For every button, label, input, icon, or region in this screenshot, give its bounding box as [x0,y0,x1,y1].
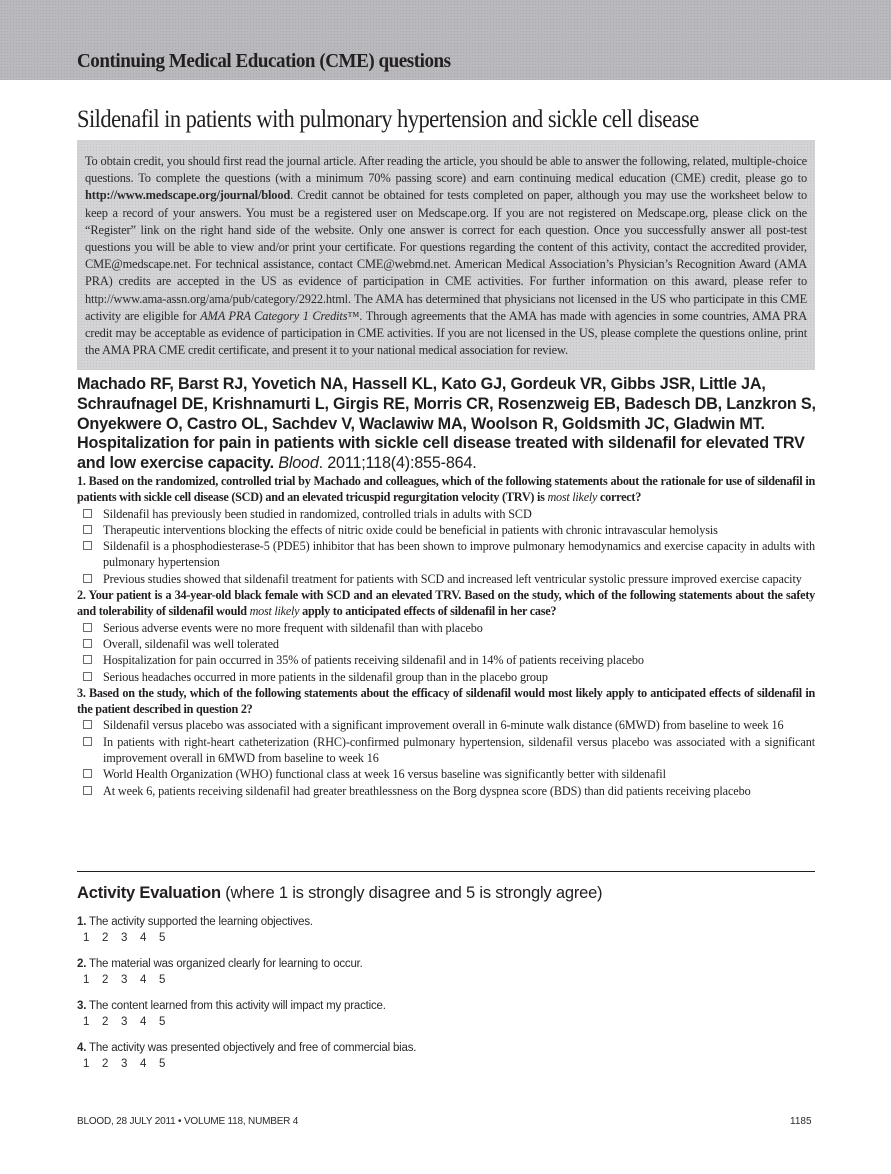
question-stem [77,587,815,620]
question-stem-text: 3. Based on the study, which of the following statements about the efficacy of sildenafil would most likely apply to anticipated effects of sildenafil in the patient described in question 2? [77,685,815,717]
evaluation-statement [77,915,777,930]
rating-option-3[interactable]: 3 [121,932,128,944]
rating-option-2[interactable]: 2 [102,932,109,944]
answer-label: World Health Organization (WHO) functional class at week 16 versus baseline was significantly better with sildenafil [103,767,666,782]
checkbox-icon[interactable] [83,720,92,729]
answer-option[interactable] [82,766,815,782]
checkbox-icon[interactable] [83,639,92,648]
evaluation-text: The content learned from this activity will impact my practice. [86,1000,386,1012]
answer-label: Sildenafil has previously been studied in randomized, controlled trials in adults with SCD [103,506,532,521]
evaluation-subtitle: (where 1 is strongly disagree and 5 is strongly agree) [220,884,603,902]
question-list [77,473,815,799]
checkbox-icon[interactable] [83,574,92,583]
answer-label: Serious adverse events were no more frequent with sildenafil than with placebo [103,620,483,635]
section-title: Continuing Medical Education (CME) questions [77,50,451,72]
question-3 [77,685,815,799]
question-stem [77,473,815,506]
checkbox-icon[interactable] [83,786,92,795]
question-1 [77,473,815,587]
evaluation-item-1 [77,915,777,957]
rating-option-1[interactable]: 1 [83,1058,90,1070]
evaluation-title: Activity Evaluation [77,884,221,902]
instructions-box [77,140,815,370]
rating-option-1[interactable]: 1 [83,1016,90,1028]
header-band [0,0,891,80]
evaluation-item-3 [77,999,777,1041]
article-title: Sildenafil in patients with pulmonary hypertension and sickle cell disease [77,106,699,133]
rating-option-5[interactable]: 5 [159,1058,166,1070]
evaluation-text: The material was organized clearly for learning to occur. [86,958,363,970]
answer-label: Hospitalization for pain occurred in 35% of patients receiving sildenafil and in 14% of patients receiving placebo [103,653,644,668]
evaluation-heading [77,884,602,903]
evaluation-statement [77,1041,777,1056]
answer-option[interactable] [82,717,815,733]
answer-label: At week 6, patients receiving sildenafil had greater breathlessness on the Borg dyspnea score (BDS) than did patients receiving placebo [103,783,751,798]
rating-option-5[interactable]: 5 [159,1016,166,1028]
rating-option-2[interactable]: 2 [102,1058,109,1070]
question-stem-text: 1. Based on the randomized, controlled trial by Machado and colleagues, which of the following statements about the rationale for use of sildenafil in patients with sickle cell disease (SCD) and an elevated tricuspid regurgitation velocity (TRV) is [77,474,815,505]
answer-option[interactable] [82,571,815,587]
rating-option-4[interactable]: 4 [140,974,147,986]
evaluation-text: The activity was presented objectively and free of commercial bias. [86,1042,417,1054]
evaluation-item-4 [77,1041,777,1083]
checkbox-icon[interactable] [83,623,92,632]
rating-option-3[interactable]: 3 [121,974,128,986]
citation-reference: . 2011;118(4):855-864. [318,454,477,473]
checkbox-icon[interactable] [83,655,92,664]
instructions-text [85,153,807,359]
instructions-part-3: . Through agreements that the AMA has made with agencies in some countries, AMA PRA credit may be acceptable as evidence of participation in CME activities. If you are not licensed in the US, please complete the questions online, print the AMA PRA CME credit certificate, and present it to your national medical association for review. [85,308,808,358]
answer-option[interactable] [82,783,815,799]
question-stem [77,685,815,718]
evaluation-statement [77,999,777,1014]
question-2 [77,587,815,685]
evaluation-number: 4. [77,1042,87,1054]
answer-label: Therapeutic interventions blocking the effects of nitric oxide could be beneficial in patients with chronic intravascular hemolysis [103,522,718,537]
instructions-part-2: . Credit cannot be obtained for tests completed on paper, although you may use the worksheet below to keep a record of your answers. You must be a registered user on Medscape.org. If you are not registered on Medscape.org, please click on the “Register” link on the right hand side of the website. Only one answer is correct for each question. Once you successfully answer all post-test questions you will be able to view and/or print your certificate. For questions regarding the content of this activity, contact the accredited provider, CME@medscape.net. For technical assistance, contact CME@webmd.net. American Medical Association’s Physician’s Recognition Award (AMA PRA) credits are accepted in the US as evidence of participation in CME activities. For further information on this award, please refer to http://www.ama-assn.org/ama/pub/category/2922.html. The AMA has determined that physicians not licensed in the US who participate in this CME activity are eligible for [85,188,807,323]
checkbox-icon[interactable] [83,737,92,746]
rating-option-5[interactable]: 5 [159,974,166,986]
answer-option[interactable] [82,506,815,522]
rating-scale [83,930,777,946]
rating-option-2[interactable]: 2 [102,974,109,986]
citation-authors-title: Machado RF, Barst RJ, Yovetich NA, Hassell KL, Kato GJ, Gordeuk VR, Gibbs JSR, Little JA, Schraufnagel DE, Krishnamurti L, Girgis RE, Morris CR, Rosenzweig EB, Badesch DB, Lanzkron S, Onyekwere O, Castro OL, Sachdev V, Waclawiw MA, Woolson R, Goldsmith JC, Gladwin MT. Hospitalization for pain in patients with sickle cell disease treated with sildenafil for elevated TRV and low exercise capacity. [77,375,816,473]
evaluation-number: 2. [77,958,87,970]
answer-label: Sildenafil is a phosphodiesterase-5 (PDE5) inhibitor that has been shown to improve pulmonary hemodynamics and exercise capacity in adults with pulmonary hypertension [103,539,815,570]
section-divider [77,871,815,872]
answer-options [77,506,815,587]
evaluation-number: 3. [77,1000,87,1012]
checkbox-icon[interactable] [83,509,92,518]
page-number: 1185 [790,1116,812,1127]
checkbox-icon[interactable] [83,672,92,681]
question-stem-text-end: apply to anticipated effects of sildenafil in her case? [299,604,557,619]
question-stem-text-end: correct? [597,490,642,505]
answer-options [77,620,815,685]
question-stem-emphasis: most likely [547,490,598,505]
rating-scale [83,1014,777,1030]
answer-label: Sildenafil versus placebo was associated with a significant improvement overall in 6-minute walk distance (6MWD) from baseline to week 16 [103,718,784,733]
rating-option-4[interactable]: 4 [140,1016,147,1028]
rating-scale [83,972,777,988]
rating-option-2[interactable]: 2 [102,1016,109,1028]
question-stem-emphasis: most likely [249,604,300,619]
rating-option-3[interactable]: 3 [121,1058,128,1070]
answer-option[interactable] [82,538,815,571]
rating-scale [83,1056,777,1072]
rating-option-3[interactable]: 3 [121,1016,128,1028]
answer-label: In patients with right-heart catheterization (RHC)-confirmed pulmonary hypertension, sildenafil versus placebo was associated with a significant improvement overall in 6MWD from baseline to week 16 [103,734,815,766]
rating-option-1[interactable]: 1 [83,974,90,986]
trademark-symbol: ™ [347,308,360,323]
credit-name: AMA PRA Category 1 Credits [200,308,348,323]
answer-option[interactable] [82,620,815,636]
checkbox-icon[interactable] [83,525,92,534]
citation-journal: Blood [278,454,319,473]
evaluation-statement [77,957,777,972]
article-citation [77,375,817,474]
medscape-link[interactable]: http://www.medscape.org/journal/blood [85,188,291,203]
rating-option-4[interactable]: 4 [140,1058,147,1070]
answer-option[interactable] [82,652,815,668]
evaluation-number: 1. [77,916,87,928]
answer-options [77,717,815,798]
evaluation-item-2 [77,957,777,999]
checkbox-icon[interactable] [83,769,92,778]
answer-option[interactable] [82,669,815,685]
footer-journal-info: BLOOD, 28 JULY 2011 • VOLUME 118, NUMBER 4 [77,1116,299,1127]
rating-option-1[interactable]: 1 [83,932,90,944]
answer-label: Serious headaches occurred in more patients in the sildenafil group than in the placebo group [103,669,548,684]
answer-label: Previous studies showed that sildenafil treatment for patients with SCD and increased left ventricular systolic pressure improved exercise capacity [103,571,802,586]
answer-option[interactable] [82,734,815,767]
answer-option[interactable] [82,636,815,652]
rating-option-5[interactable]: 5 [159,932,166,944]
evaluation-text: The activity supported the learning objectives. [86,916,313,928]
rating-option-4[interactable]: 4 [140,932,147,944]
evaluation-list [77,915,777,1083]
checkbox-icon[interactable] [83,541,92,550]
question-stem-text: 2. Your patient is a 34-year-old black female with SCD and an elevated TRV. Based on the study, which of the following statements about the safety and tolerability of sildenafil would [77,588,815,619]
answer-label: Overall, sildenafil was well tolerated [103,636,279,651]
answer-option[interactable] [82,522,815,538]
instructions-part-1: To obtain credit, you should first read the journal article. After reading the article, you should be able to answer the following, related, multiple-choice questions. To complete the questions (with a minimum 70% passing score) and earn continuing medical education (CME) credit, please go to [85,154,807,186]
